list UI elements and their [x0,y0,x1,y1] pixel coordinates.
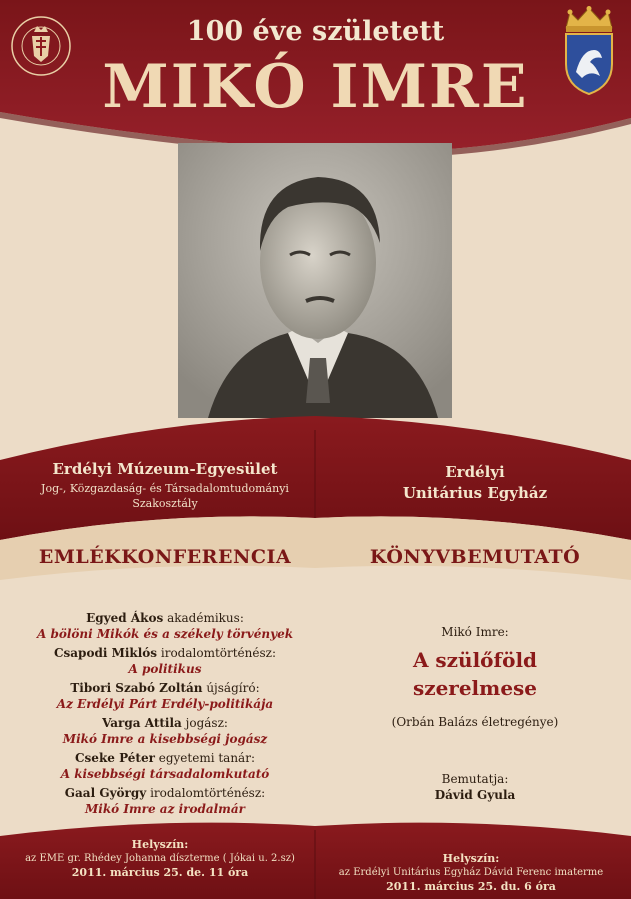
right-org-line2: Unitárius Egyház [402,484,548,502]
presenter-label: Bemutatja: [441,772,509,786]
coat-of-arms-icon [556,6,622,98]
speaker-item [10,680,320,712]
header-subtitle: 100 éve született [186,16,445,47]
talk-title: A politikus [128,662,202,676]
book-title-line2: szerelmese [412,676,538,700]
talk-title: Az Erdélyi Párt Erdély-politikája [56,697,274,711]
speaker-item [10,750,320,782]
speaker-item [10,715,320,747]
presenter-name: Dávid Gyula [434,788,516,802]
speaker-list [10,610,320,817]
footer-right-date: 2011. március 25. du. 6 óra [386,880,556,893]
footer-left-place: az EME gr. Rhédey Johanna díszterme ( Jókai u. 2.sz) [25,853,295,864]
speaker-item [10,610,320,642]
speaker-item [10,785,320,817]
speaker-name: Tibori Szabó Zoltán [70,681,203,695]
eme-logo [8,6,74,86]
speaker-name: Varga Attila [102,716,182,730]
talk-title: Mikó Imre az irodalmár [85,802,245,816]
speaker-role: jogász: [185,716,228,730]
speaker-name: Csapodi Miklós [53,646,158,660]
conference-heading: EMLÉKKONFERENCIA [38,546,292,568]
left-org-name: Erdélyi Múzeum-Egyesület [52,460,278,478]
left-org-dept-2: Szakosztály [132,497,198,510]
talk-title: A bölöni Mikók és a székely törvények [36,627,294,641]
talk-title: Mikó Imre a kisebbségi jogász [62,732,268,746]
page-title: MIKÓ IMRE [102,52,529,122]
speaker-name: Cseke Péter [75,751,155,765]
book-author: Mikó Imre: [441,625,509,639]
speaker-item [10,645,320,677]
book-heading: KÖNYVBEMUTATÓ [369,546,581,568]
footer-right-label: Helyszín: [442,852,500,865]
speaker-role: egyetemi tanár: [158,751,255,765]
speaker-role: akadémikus: [167,611,244,625]
book-title-line1: A szülőföld [412,648,538,672]
left-org-dept-1: Jog-, Közgazdaság- és Társadalomtudományi [41,482,289,495]
footer-left-date: 2011. március 25. de. 11 óra [71,866,249,879]
speaker-name: Gaal György [64,786,147,800]
talk-title: A kisebbségi társadalomkutató [60,767,270,781]
portrait-photo [178,143,452,418]
speaker-name: Egyed Ákos [86,611,164,625]
right-org-line1: Erdélyi [445,463,505,481]
footer-left-label: Helyszín: [131,838,189,851]
speaker-role: irodalomtörténész: [150,786,266,800]
book-subtitle: (Orbán Balázs életregénye) [391,715,559,729]
speaker-role: újságíró: [206,681,260,695]
speaker-role: irodalomtörténész: [160,646,277,660]
footer-right-place: az Erdélyi Unitárius Egyház Dávid Ferenc imaterme [338,867,604,878]
